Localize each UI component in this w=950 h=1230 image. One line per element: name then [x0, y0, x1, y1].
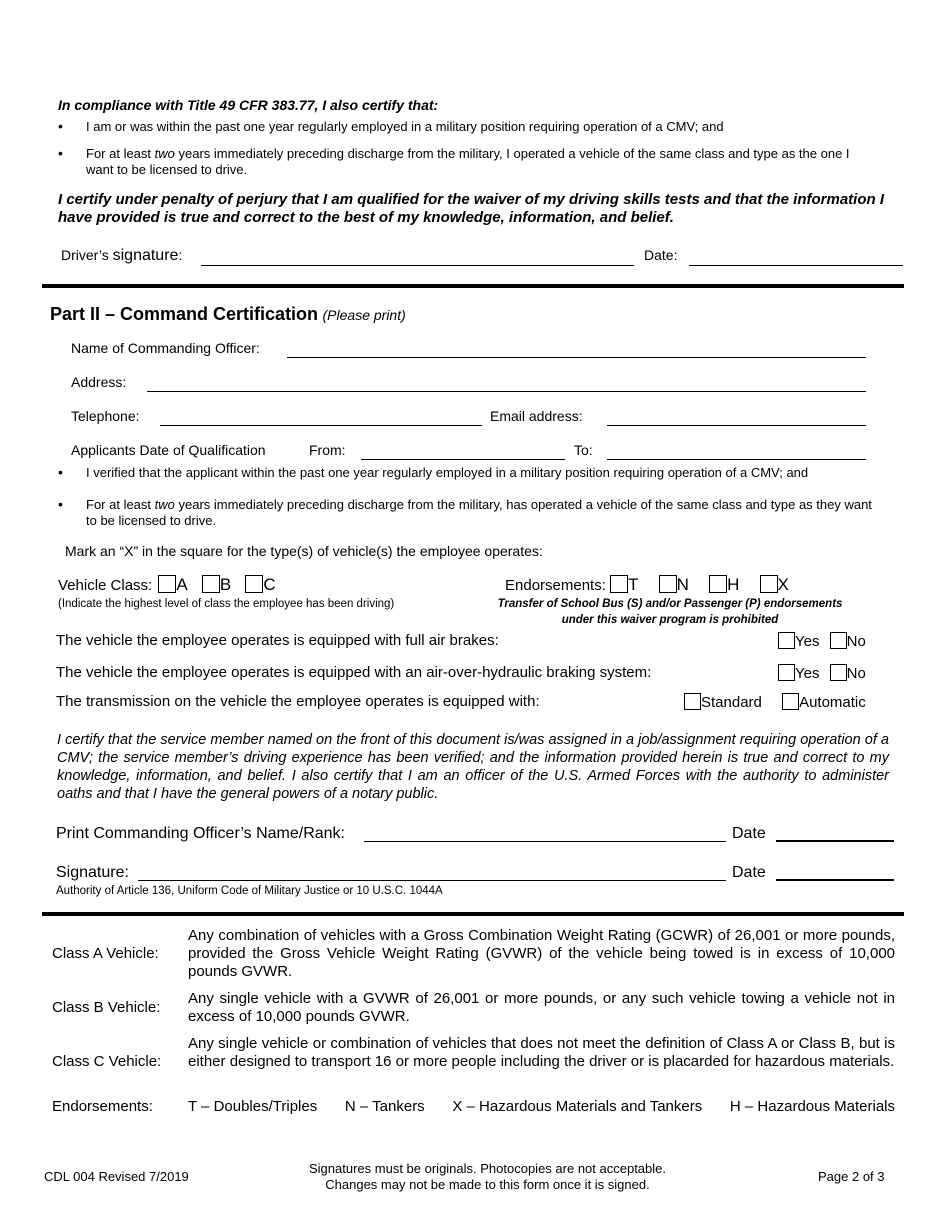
class-note: (Indicate the highest level of class the employee has been driving) — [58, 598, 395, 610]
endorsement-def-t: T – Doubles/Triples — [188, 1098, 318, 1115]
standard-checkbox[interactable] — [684, 693, 701, 710]
co-name-label: Name of Commanding Officer: — [71, 340, 260, 356]
vehicle-class-label: Vehicle Class: — [58, 577, 153, 594]
class-a-option[interactable]: A — [158, 575, 187, 595]
footer-note-2: Changes may not be made to this form once it is signed. — [325, 1177, 650, 1192]
driver-date-field[interactable] — [689, 265, 903, 266]
telephone-field[interactable] — [160, 425, 482, 426]
to-date-field[interactable] — [607, 459, 866, 460]
certify-bullet-1: I am or was within the past one year regularly employed in a military position requiring operation of a CMV; and — [86, 119, 724, 134]
print-date-label: Date — [732, 825, 766, 842]
endorsement-x-checkbox[interactable] — [760, 575, 778, 593]
verify-bullet-1: I verified that the applicant within the past one year regularly employed in a military position requiring operation of a CMV; and — [86, 465, 809, 480]
class-a-def-text: Any combination of vehicles with a Gross Combination Weight Rating (GCWR) of 26,001 or more pounds, provided the Gross Vehicle Weight Rating (GVWR) of the vehicle being towed is in excess of 10,000 pounds GVWR. — [188, 927, 895, 980]
transmission-options — [684, 693, 866, 712]
hydraulic-options — [778, 664, 866, 683]
perjury-statement: I certify under penalty of perjury that I am qualified for the waiver of my driving skills tests and that the information I have provided is true and correct to the best of my knowledge, information, and belief. — [58, 191, 884, 226]
form-id: CDL 004 Revised 7/2019 — [44, 1169, 189, 1184]
hydraulic-yes-checkbox[interactable] — [778, 664, 795, 681]
endorsement-n-checkbox[interactable] — [659, 575, 677, 593]
driver-date-label: Date: — [644, 247, 678, 263]
air-brakes-no-checkbox[interactable] — [830, 632, 847, 649]
verify-bullet-2: For at least two years immediately preceding discharge from the military, has operated a vehicle of the same class and type as they want to be licensed to drive. — [86, 497, 872, 528]
class-c-option[interactable]: C — [245, 575, 275, 595]
co-name-field[interactable] — [287, 357, 866, 358]
endorsement-note: Transfer of School Bus (S) and/or Passenger (P) endorsements under this waiver program is prohibited — [497, 598, 843, 626]
email-label: Email address: — [490, 408, 583, 424]
class-b-option[interactable]: B — [202, 575, 231, 595]
print-date-field[interactable] — [776, 840, 894, 842]
endorsement-def-n: N – Tankers — [344, 1098, 425, 1115]
class-b-checkbox[interactable] — [202, 575, 220, 593]
endorsements-group — [505, 575, 789, 595]
part2-heading — [50, 304, 406, 325]
endorsement-defs-list — [188, 1098, 895, 1115]
address-field[interactable] — [147, 391, 866, 392]
air-brakes-no-option[interactable]: No — [830, 632, 866, 651]
class-b-def-text: Any single vehicle with a GVWR of 26,001 or more pounds, or any such vehicle towing a vehicle not in excess of 10,000 pounds GVWR. — [188, 990, 895, 1025]
qualification-label: Applicants Date of Qualification — [71, 442, 266, 458]
endorsement-x-option[interactable]: X — [760, 575, 789, 595]
automatic-option[interactable]: Automatic — [782, 693, 866, 712]
signature-date-label: Date — [732, 864, 766, 881]
endorsement-n-option[interactable]: N — [659, 575, 689, 595]
part2-title: Part II – Command Certification — [50, 304, 319, 324]
automatic-checkbox[interactable] — [782, 693, 799, 710]
signature-label: Signature: — [56, 864, 129, 881]
bullet-dot: • — [58, 145, 63, 161]
air-brakes-yes-option[interactable]: Yes — [778, 632, 819, 651]
from-date-field[interactable] — [361, 459, 565, 460]
hydraulic-no-option[interactable]: No — [830, 664, 866, 683]
part2-subtitle: (Please print) — [322, 307, 406, 323]
email-field[interactable] — [607, 425, 866, 426]
endorsement-t-checkbox[interactable] — [610, 575, 628, 593]
page-number: Page 2 of 3 — [818, 1169, 885, 1184]
class-b-def-label: Class B Vehicle: — [52, 999, 161, 1016]
air-brakes-yes-checkbox[interactable] — [778, 632, 795, 649]
hydraulic-no-checkbox[interactable] — [830, 664, 847, 681]
endorsement-def-x: X – Hazardous Materials and Tankers — [452, 1098, 703, 1115]
driver-signature-field[interactable] — [201, 265, 634, 266]
to-label: To: — [574, 442, 593, 458]
endorsement-h-option[interactable]: H — [709, 575, 739, 595]
class-c-def-label: Class C Vehicle: — [52, 1053, 162, 1070]
footer-note-1: Signatures must be originals. Photocopies are not acceptable. — [309, 1161, 666, 1176]
address-label: Address: — [71, 374, 127, 390]
endorsement-defs-label: Endorsements: — [52, 1098, 153, 1115]
endorsement-t-option[interactable]: T — [610, 575, 638, 595]
driver-signature-label: Driver’s signature: — [61, 247, 183, 264]
bullet-dot: • — [58, 464, 63, 480]
section-divider — [42, 284, 904, 288]
mark-instruction: Mark an “X” in the square for the type(s) of vehicle(s) the employee operates: — [65, 543, 543, 559]
print-name-label: Print Commanding Officer’s Name/Rank: — [56, 825, 345, 842]
standard-option[interactable]: Standard — [684, 693, 762, 712]
vehicle-class-group — [58, 575, 276, 595]
bullet-dot: • — [58, 118, 63, 134]
print-name-field[interactable] — [364, 841, 726, 842]
hydraulic-yes-option[interactable]: Yes — [778, 664, 819, 683]
telephone-label: Telephone: — [71, 408, 140, 424]
compliance-heading: In compliance with Title 49 CFR 383.77, I also certify that: — [58, 97, 439, 113]
class-c-checkbox[interactable] — [245, 575, 263, 593]
endorsement-def-h: H – Hazardous Materials — [729, 1098, 895, 1115]
endorsement-h-checkbox[interactable] — [709, 575, 727, 593]
class-a-def-label: Class A Vehicle: — [52, 945, 159, 962]
authority-note: Authority of Article 136, Uniform Code of Military Justice or 10 U.S.C. 1044A — [56, 885, 443, 897]
class-c-def-text: Any single vehicle or combination of vehicles that does not meet the definition of Class A or Class B, but is either designed to transport 16 or more people including the driver or is placarded for hazardous materials. — [188, 1035, 895, 1070]
air-brakes-question: The vehicle the employee operates is equipped with full air brakes: — [56, 632, 499, 649]
bullet-dot: • — [58, 496, 63, 512]
hydraulic-question: The vehicle the employee operates is equipped with an air-over-hydraulic braking system: — [56, 664, 652, 681]
section-divider — [42, 912, 904, 916]
endorsements-label: Endorsements: — [505, 577, 606, 594]
signature-date-field[interactable] — [776, 879, 894, 881]
officer-certification: I certify that the service member named on the front of this document is/was assigned in a job/assignment requiring operation of a CMV; the service member’s driving experience has been verified; and the information provided herein is true and correct to my knowledge, information, and belief. I also certify that I am an officer of the U.S. Armed Forces with the authority to administer oaths and that I have the general powers of a notary public. — [57, 732, 889, 802]
class-a-checkbox[interactable] — [158, 575, 176, 593]
from-label: From: — [309, 442, 346, 458]
air-brakes-options — [778, 632, 866, 651]
certify-bullet-2: For at least two years immediately preceding discharge from the military, I operated a vehicle of the same class and type as the one I want to be licensed to drive. — [86, 146, 850, 177]
transmission-question: The transmission on the vehicle the employee operates is equipped with: — [56, 693, 540, 710]
footer-notes — [250, 1161, 725, 1193]
officer-signature-field[interactable] — [138, 880, 726, 881]
